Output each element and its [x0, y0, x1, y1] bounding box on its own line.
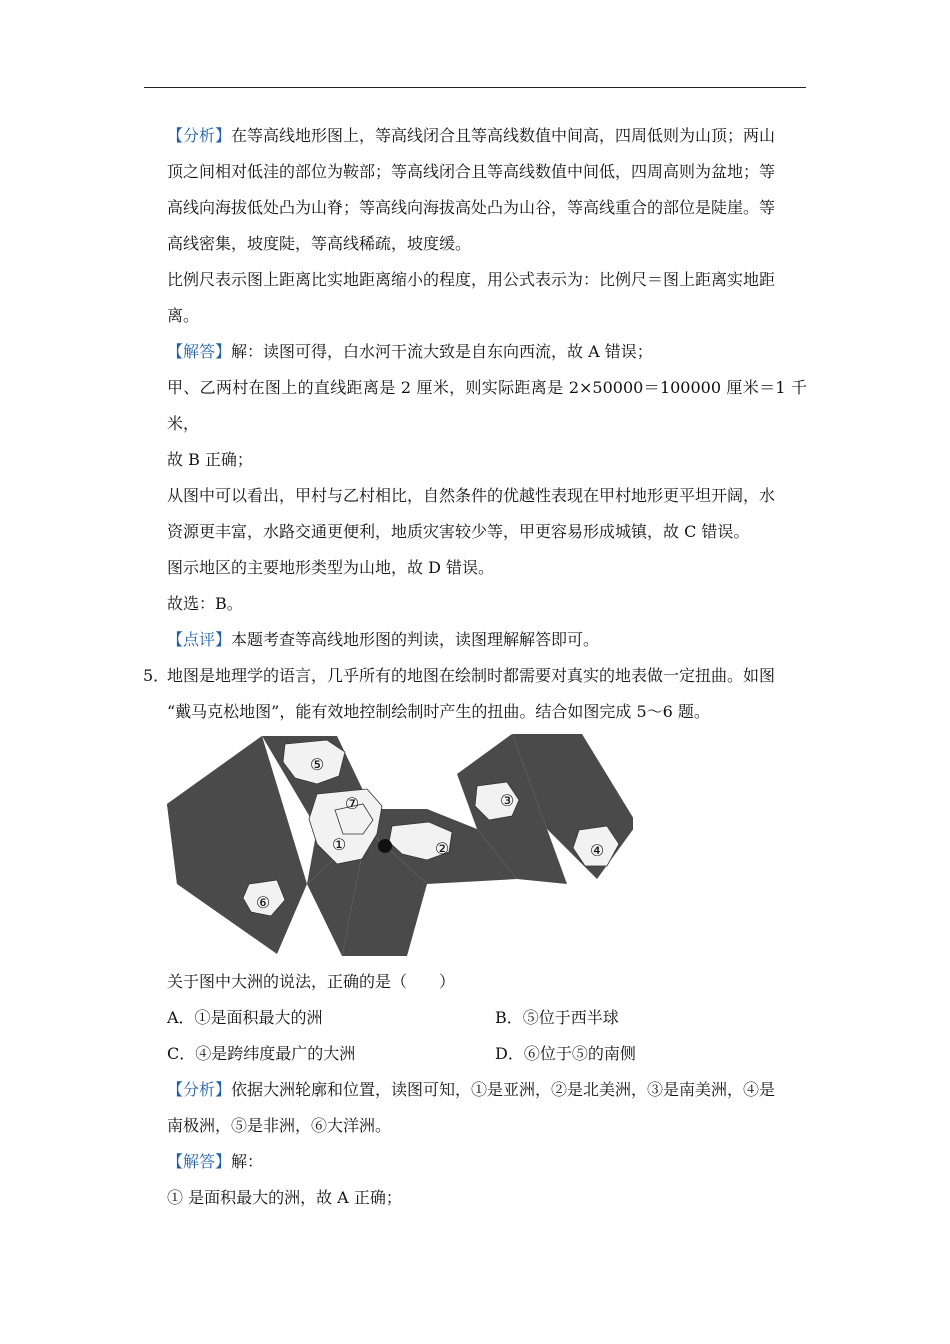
- answer-1-line-7: 故选：B。: [167, 594, 243, 613]
- option-c: C．④是跨纬度最广的大洲: [167, 1044, 356, 1063]
- page-content: [143, 118, 807, 1216]
- question-5-line-1: 地图是地理学的语言，几乎所有的地图在绘制时都需要对真实的地表做一定扭曲。如图: [167, 666, 776, 685]
- question-number: 5．: [143, 666, 170, 685]
- option-a: A．①是面积最大的洲: [167, 1008, 323, 1027]
- map-label-5: ⑤: [309, 755, 325, 774]
- answer-1-line-6: 图示地区的主要地形类型为山地，故 D 错误。: [167, 558, 495, 577]
- answer-1-line-4: 从图中可以看出，甲村与乙村相比，自然条件的优越性表现在甲村地形更平坦开阔，水: [167, 486, 776, 505]
- analysis-1-line-3: 高线向海拔低处凸为山脊；等高线向海拔高处凸为山谷，等高线重合的部位是陡崖。等: [167, 198, 776, 217]
- answer-2-tag: 【解答】: [167, 1152, 232, 1171]
- option-d: D．⑥位于⑤的南侧: [495, 1044, 636, 1063]
- answer-1-line-1: 【解答】解：读图可得，白水河干流大致是自东向西流，故 A 错误；: [167, 342, 653, 361]
- scale-line-1: 比例尺表示图上距离比实地距离缩小的程度，用公式表示为：比例尺＝图上距离实地距: [167, 270, 776, 289]
- answer-1-line-5: 资源更丰富，水路交通更便利，地质灾害较少等，甲更容易形成城镇，故 C 错误。: [167, 522, 750, 541]
- answer-1-line-3: 故 B 正确；: [167, 450, 253, 469]
- question-5: [143, 658, 807, 730]
- answer-tag: 【解答】: [167, 342, 232, 361]
- analysis-tag: 【分析】: [167, 126, 232, 145]
- map-label-2: ②: [434, 839, 450, 858]
- options-row-1: [167, 1000, 807, 1036]
- map-label-6: ⑥: [255, 893, 271, 912]
- map-label-3: ③: [499, 791, 515, 810]
- analysis-1-line-2: 顶之间相对低洼的部位为鞍部；等高线闭合且等高线数值中间低，四周高则为盆地；等: [167, 162, 776, 181]
- answer-1-line-2: 甲、乙两村在图上的直线距离是 2 厘米，则实际距离是 2×50000＝100000 厘米＝1 千米，: [167, 378, 807, 433]
- comment-tag: 【点评】: [167, 630, 232, 649]
- analysis-2-line-2: 南极洲，⑤是非洲，⑥大洋洲。: [167, 1116, 392, 1135]
- answer-2-line-2: ① 是面积最大的洲，故 A 正确；: [167, 1188, 402, 1207]
- analysis-1-line-4: 高线密集，坡度陡，等高线稀疏，坡度缓。: [167, 234, 472, 253]
- comment-1: 【点评】本题考查等高线地形图的判读，读图理解解答即可。: [167, 630, 600, 649]
- scale-line-2: 离。: [167, 306, 200, 325]
- map-label-4: ④: [589, 841, 605, 860]
- analysis-1-line-1: 【分析】在等高线地形图上，等高线闭合且等高线数值中间高，四周低则为山顶；两山: [167, 126, 776, 145]
- analysis-2-tag: 【分析】: [167, 1080, 232, 1099]
- map-label-7: ⑦: [344, 794, 360, 813]
- question-5-line-2: “戴马克松地图”，能有效地控制绘制时产生的扭曲。结合如图完成 5～6 题。: [167, 702, 710, 721]
- map-label-1: ①: [331, 835, 347, 854]
- header-rule: [144, 87, 806, 88]
- dymaxion-map: [167, 734, 633, 960]
- analysis-2-line-1: 【分析】依据大洲轮廓和位置，读图可知，①是亚洲，②是北美洲，③是南美洲，④是: [167, 1080, 776, 1099]
- question-5-stem: 关于图中大洲的说法，正确的是（ ）: [167, 972, 456, 991]
- dymaxion-map-svg: [167, 734, 633, 960]
- options-row-2: [167, 1036, 807, 1072]
- option-b: B．⑤位于西半球: [495, 1008, 619, 1027]
- dark-marker: [378, 839, 392, 853]
- answer-2-line-1: 【解答】解：: [167, 1152, 264, 1171]
